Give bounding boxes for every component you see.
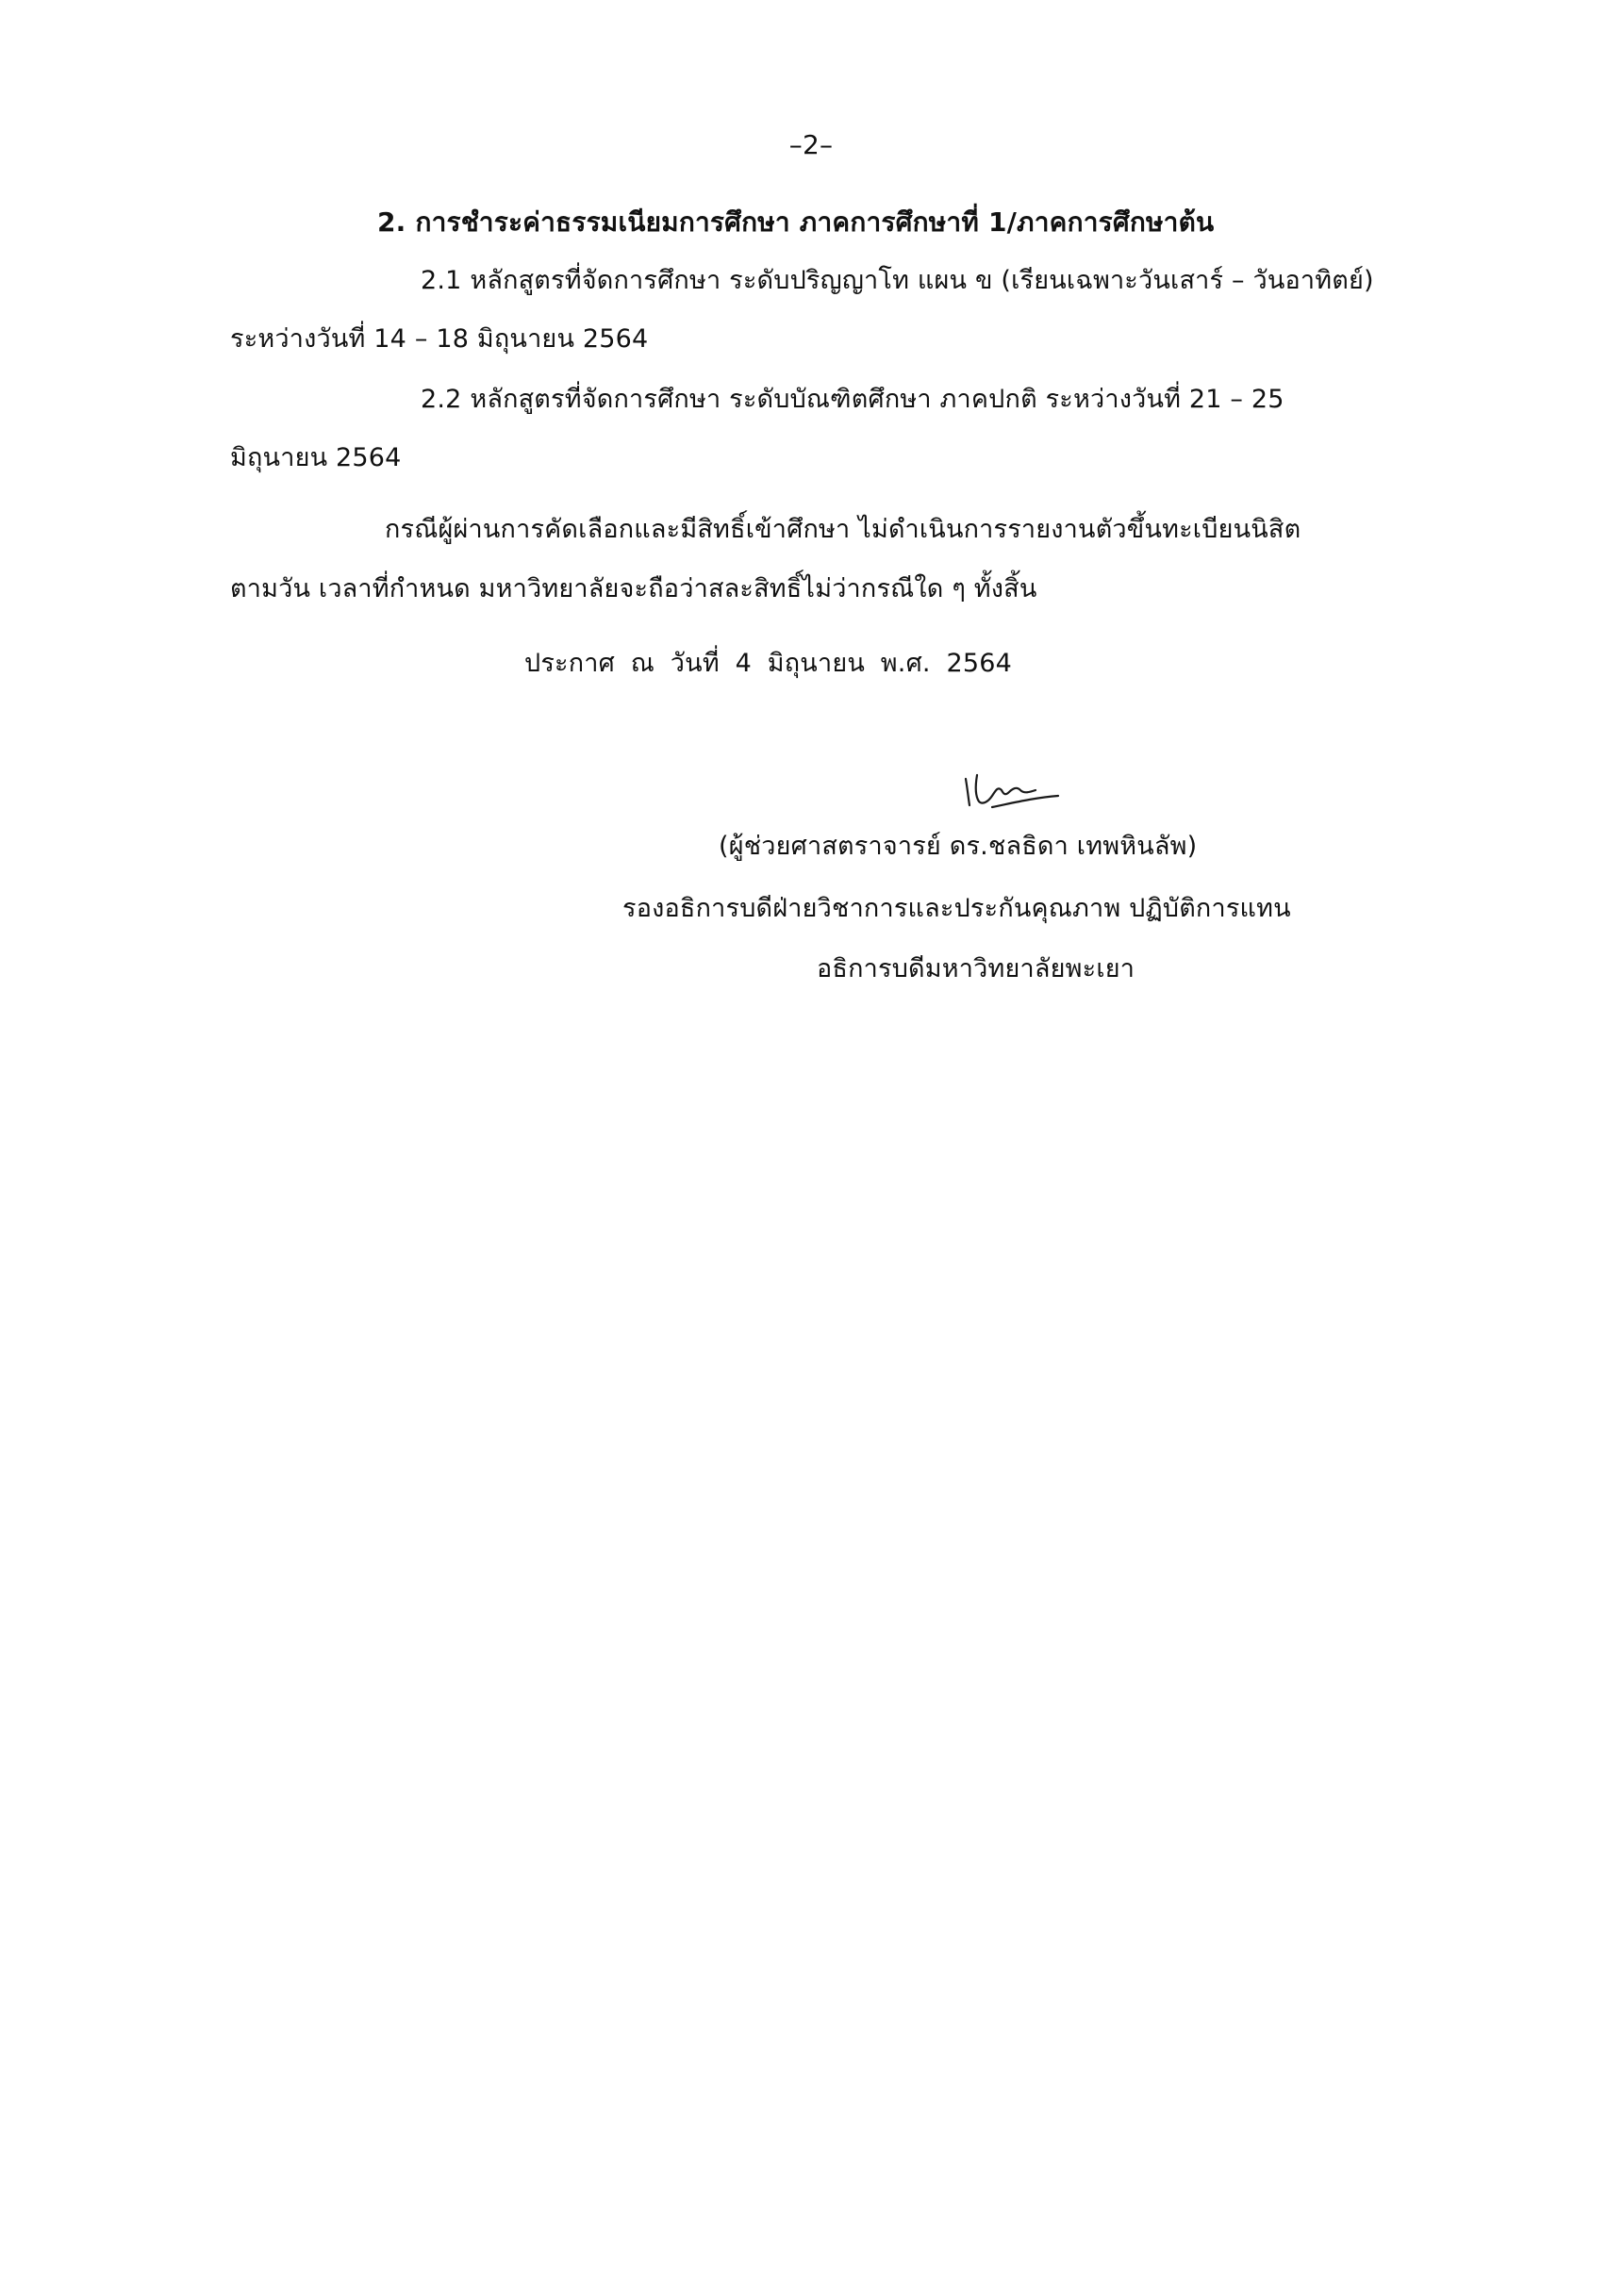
notice-line-1: กรณีผู้ผ่านการคัดเลือกและมีสิทธิ์เข้าศึกษา ไม่ดำเนินการรายงานตัวขึ้นทะเบียนนิสิต xyxy=(385,515,1301,544)
page-number: –2– xyxy=(788,129,834,160)
signer-title: รองอธิการบดีฝ่ายวิชาการและประกันคุณภาพ ปฏิบัติการแทน xyxy=(622,894,1291,923)
handwritten-signature xyxy=(954,758,1068,815)
signer-name: (ผู้ช่วยศาสตราจารย์ ดร.ชลธิดา เทพหินลัพ) xyxy=(719,832,1198,861)
item-2-2-line-2: มิถุนายน 2564 xyxy=(230,443,402,472)
notice-line-2: ตามวัน เวลาที่กำหนด มหาวิทยาลัยจะถือว่าสละสิทธิ์ไม่ว่ากรณีใด ๆ ทั้งสิ้น xyxy=(230,574,1037,603)
item-2-1-line-2: ระหว่างวันที่ 14 – 18 มิถุนายน 2564 xyxy=(230,324,649,354)
announcement-date: ประกาศ ณ วันที่ 4 มิถุนายน พ.ศ. 2564 xyxy=(524,649,1012,678)
item-2-1-line-1: 2.1 หลักสูตรที่จัดการศึกษา ระดับปริญญาโท แผน ข (เรียนเฉพาะวันเสาร์ – วันอาทิตย์) xyxy=(421,266,1374,295)
item-2-2-line-1: 2.2 หลักสูตรที่จัดการศึกษา ระดับบัณฑิตศึกษา ภาคปกติ ระหว่างวันที่ 21 – 25 xyxy=(421,385,1284,414)
section-heading: 2. การชำระค่าธรรมเนียมการศึกษา ภาคการศึกษาที่ 1/ภาคการศึกษาต้น xyxy=(377,206,1215,238)
signer-acting-for: อธิการบดีมหาวิทยาลัยพะเยา xyxy=(817,954,1135,983)
